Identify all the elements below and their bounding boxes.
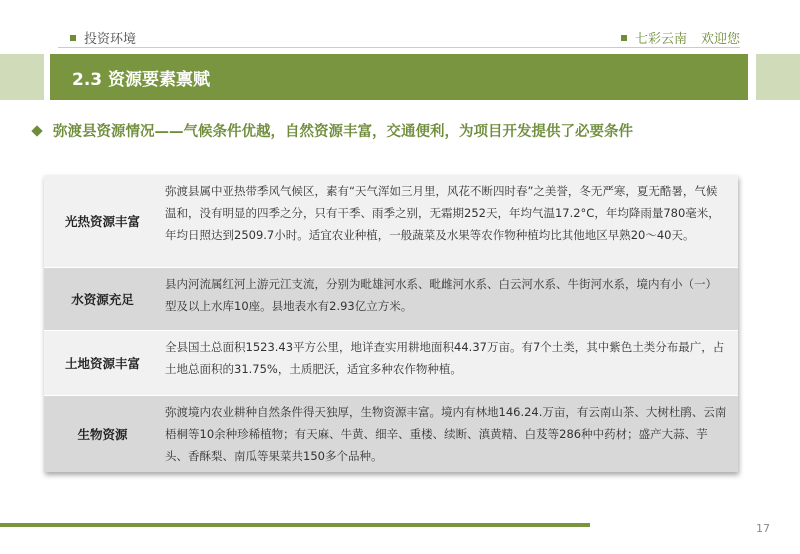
left-accent-block bbox=[0, 54, 44, 100]
table-row bbox=[44, 330, 738, 395]
square-bullet-icon bbox=[621, 35, 627, 41]
brand-header bbox=[621, 28, 740, 47]
subtitle bbox=[30, 120, 770, 141]
row-description: 全县国土总面积1523.43平方公里，地详查实用耕地面积44.37万亩。有7个土类，其中紫色土类分布最广，占土地总面积的31.75%，土质肥沃，适宜多种农作物种植。 bbox=[165, 340, 725, 376]
welcome-text: 欢迎您 bbox=[700, 32, 740, 47]
brand-name: 七彩云南 bbox=[634, 32, 687, 47]
row-label: 光热资源丰富 bbox=[64, 214, 140, 229]
right-accent-block bbox=[756, 54, 800, 100]
title-bar bbox=[50, 54, 748, 100]
diamond-bullet-icon bbox=[31, 125, 42, 136]
section-label: 投资环境 bbox=[84, 32, 137, 47]
page-title: 2.3 资源要素禀赋 bbox=[72, 69, 211, 90]
row-description: 县内河流属红河上游元江支流，分别为毗雄河水系、毗雌河水系、白云河水系、牛街河水系，境内有小（一）型及以上水库10座。县地表水有2.93亿立方米。 bbox=[165, 277, 717, 313]
table-row bbox=[44, 395, 738, 472]
row-label: 水资源充足 bbox=[71, 292, 134, 307]
footer-bar bbox=[0, 523, 590, 527]
resource-table bbox=[44, 175, 738, 472]
row-label: 生物资源 bbox=[77, 427, 128, 442]
row-description: 弥渡境内农业耕种自然条件得天独厚，生物资源丰富。境内有林地146.24.万亩，有云南山茶、大树杜鹃、云南梧桐等10余种珍稀植物；有天麻、牛黄、细辛、重楼、续断、滇黄精、白芨等286种中药材；盛产大蒜、芋头、香酥梨、南瓜等果菜共150多个品种。 bbox=[165, 405, 727, 463]
table-row bbox=[44, 267, 738, 330]
square-bullet-icon bbox=[70, 35, 76, 41]
subtitle-text: 弥渡县资源情况——气候条件优越，自然资源丰富，交通便利，为项目开发提供了必要条件 bbox=[53, 124, 633, 140]
row-label: 土地资源丰富 bbox=[64, 356, 140, 371]
header-divider bbox=[58, 47, 740, 48]
row-description: 弥渡县属中亚热带季风气候区，素有“天气浑如三月里，风花不断四时春”之美誉，冬无严寒，夏无酷暑，气候温和，没有明显的四季之分，只有干季、雨季之别，无霜期252天，年均气温17.2°C，年均降雨量780毫米，年均日照达到2509.7小时。适宜农业种植，一般蔬菜及水果等农作物种植均比其他地区早熟20～40天。 bbox=[165, 184, 720, 242]
page-number: 17 bbox=[756, 522, 770, 535]
section-header bbox=[70, 28, 136, 47]
table-row bbox=[44, 175, 738, 267]
